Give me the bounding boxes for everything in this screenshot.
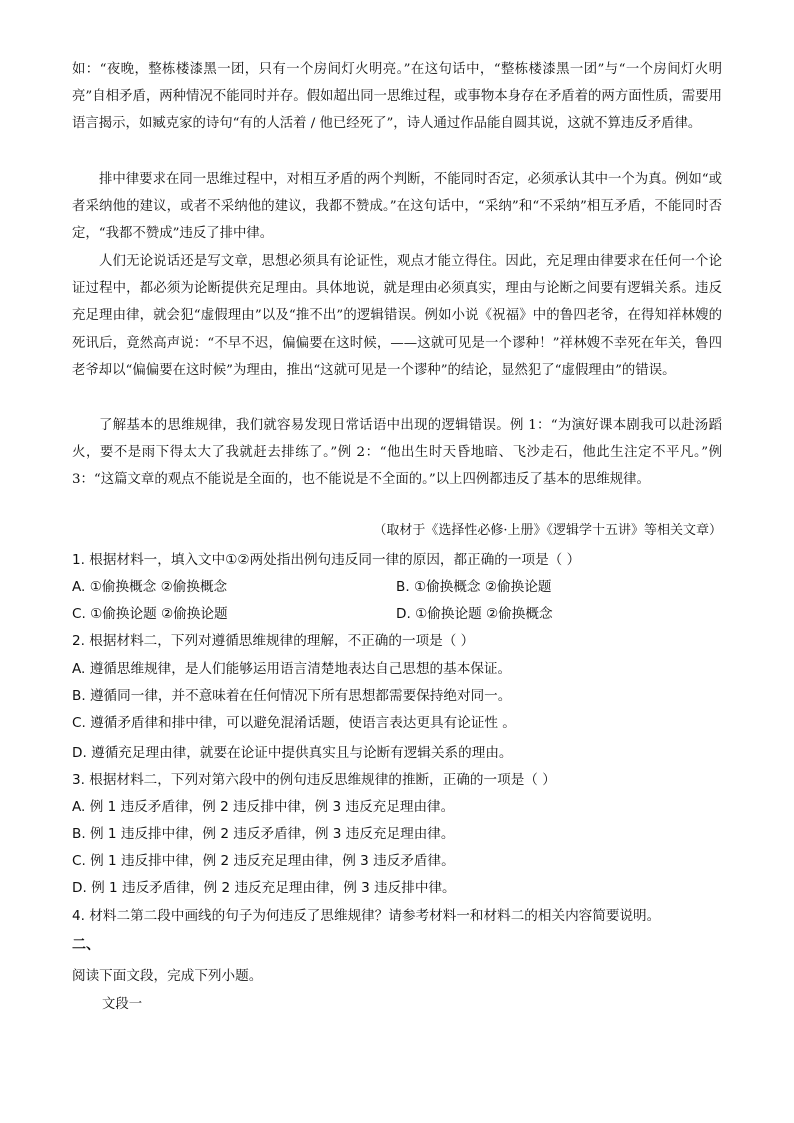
question-2-option-c[interactable]: C. 遵循矛盾律和排中律，可以避免混淆话题，使语言表达更具有论证性 。 bbox=[72, 715, 516, 731]
question-2-option-d[interactable]: D. 遵循充足理由律，就要在论证中提供真实且与论断有逻辑关系的理由。 bbox=[72, 745, 513, 761]
passage-paragraph-2: 排中律要求在同一思维过程中，对相互矛盾的两个判断，不能同时否定，必须承认其中一个为真。例如“或者采纳他的建议，或者不采纳他的建议，我都不赞成。”在这句话中，“采纳”和“不采纳”相互矛盾，不能同时否定，“我都不赞成”违反了排中律。 bbox=[72, 172, 722, 242]
section-2-heading: 二、 bbox=[72, 937, 100, 953]
question-2-stem: 2. 根据材料二，下列对遵循思维规律的理解，不正确的一项是（ ） bbox=[72, 633, 475, 649]
question-3-option-d[interactable]: D. 例 1 违反矛盾律，例 2 违反充足理由律，例 3 违反排中律。 bbox=[72, 880, 456, 896]
question-1-option-c[interactable]: C. ①偷换论题 ②偷换论题 bbox=[72, 606, 228, 622]
section-2-subheading: 文段一 bbox=[102, 997, 143, 1012]
question-1-option-b[interactable]: B. ①偷换概念 ②偷换论题 bbox=[396, 579, 552, 595]
question-1-option-d[interactable]: D. ①偷换论题 ②偷换概念 bbox=[396, 606, 553, 622]
passage-paragraph-1: 如：“夜晚，整栋楼漆黑一团，只有一个房间灯火明亮。”在这句话中，“整栋楼漆黑一团”与“一个房间灯火明亮”自相矛盾，两种情况不能同时并存。假如超出同一思维过程，或事物本身存在矛盾着的两方面性质，需要用语言揭示，如臧克家的诗句“有的人活着 / 他已经死了”，诗人通过作品能自圆其说，这就不算违反矛盾律。 bbox=[72, 62, 722, 132]
question-3-option-a[interactable]: A. 例 1 违反矛盾律，例 2 违反排中律，例 3 违反充足理由律。 bbox=[72, 799, 455, 815]
question-1-stem: 1. 根据材料一，填入文中①②两处指出例句违反同一律的原因，都正确的一项是（ ） bbox=[72, 552, 581, 568]
question-3-option-b[interactable]: B. 例 1 违反排中律，例 2 违反矛盾律，例 3 违反充足理由律。 bbox=[72, 826, 455, 842]
passage-paragraph-4: 了解基本的思维规律，我们就容易发现日常话语中出现的逻辑错误。例 1：“为演好课本剧我可以赴汤蹈火，要不是雨下得太大了我就赶去排练了。”例 2：“他出生时天昏地暗、飞沙走石，他此生注定不平凡。”例 3：“这篇文章的观点不能说是全面的，也不能说是不全面的。”以上四例都违反了基本的思维规律。 bbox=[72, 418, 722, 488]
question-1-option-a[interactable]: A. ①偷换概念 ②偷换概念 bbox=[72, 579, 228, 595]
question-2-option-a[interactable]: A. 遵循思维规律，是人们能够运用语言清楚地表达自己思想的基本保证。 bbox=[72, 661, 512, 677]
section-2-instruction: 阅读下面文段，完成下列小题。 bbox=[72, 968, 263, 984]
question-3-option-c[interactable]: C. 例 1 违反排中律，例 2 违反充足理由律，例 3 违反矛盾律。 bbox=[72, 853, 455, 869]
question-4-stem: 4. 材料二第二段中画线的句子为何违反了思维规律？请参考材料一和材料二的相关内容简要说明。 bbox=[72, 908, 661, 924]
passage-source-note: （取材于《选择性必修·上册》《逻辑学十五讲》等相关文章） bbox=[373, 523, 722, 538]
question-3-stem: 3. 根据材料二，下列对第六段中的例句违反思维规律的推断，正确的一项是（ ） bbox=[72, 772, 556, 788]
question-2-option-b[interactable]: B. 遵循同一律，并不意味着在任何情况下所有思想都需要保持绝对同一。 bbox=[72, 688, 512, 704]
passage-paragraph-3: 人们无论说话还是写文章，思想必须具有论证性，观点才能立得住。因此，充足理由律要求在任何一个论证过程中，都必须为论断提供充足理由。具体地说，就是理由必须真实，理由与论断之间要有逻辑关系。违反充足理由律，就会犯“虚假理由”以及“推不出”的逻辑错误。例如小说《祝福》中的鲁四老爷，在得知祥林嫂的死讯后，竟然高声说：“不早不迟，偏偏要在这时候，——这就可见是一个谬种！”祥林嫂不幸死在年关，鲁四老爷却以“偏偏要在这时候”为理由，推出“这就可见是一个谬种”的结论，显然犯了“虚假理由”的错误。 bbox=[72, 254, 722, 378]
